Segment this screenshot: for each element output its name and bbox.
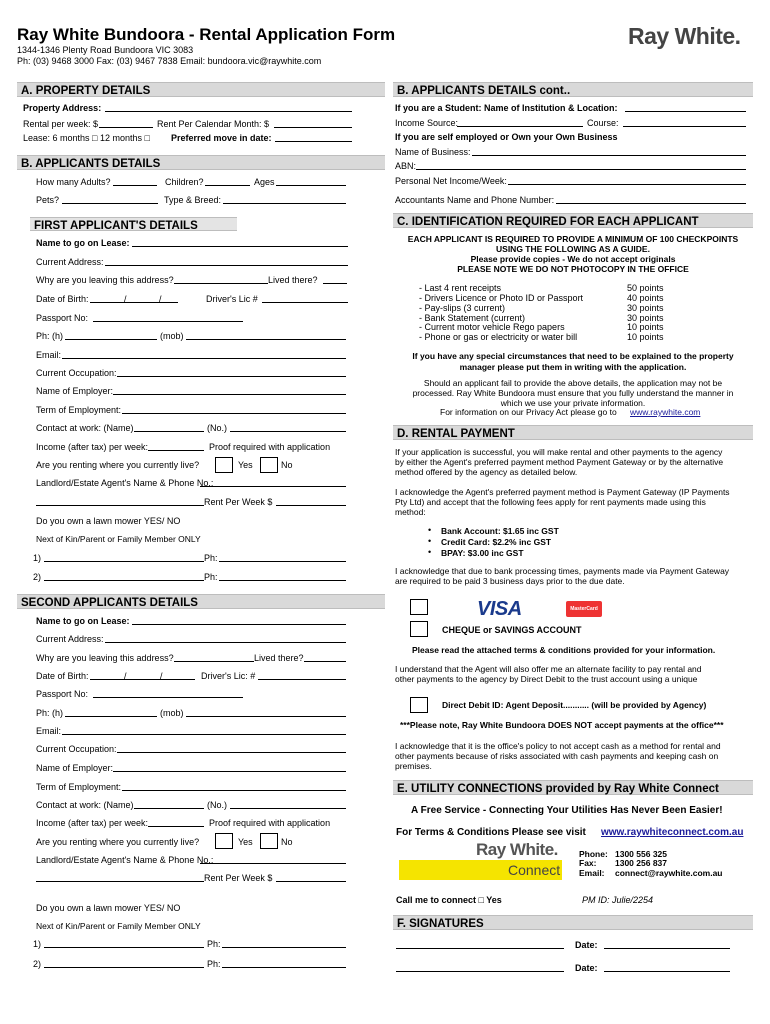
payment-p2-line-3: method: (395, 507, 426, 517)
id-item-label: - Bank Statement (current) (419, 313, 526, 323)
rent-month-input[interactable] (274, 127, 352, 128)
first-mob-label: (mob) (160, 331, 184, 341)
bullet-icon: • (428, 547, 432, 557)
section-c-header: C. IDENTIFICATION REQUIRED FOR EACH APPLICANT (393, 213, 753, 228)
move-in-label: Preferred move in date: (171, 133, 272, 143)
payment-p1-line-2: by either the Agent's preferred payment method Payment Gateway or by the alternative (395, 457, 724, 467)
second-lived-input[interactable] (304, 661, 346, 662)
second-kin1-name[interactable] (44, 947, 204, 948)
id-line-2: USING THE FOLLOWING AS A GUIDE. (496, 244, 650, 254)
office-address: 1344-1346 Plenty Road Bundoora VIC 3083 (17, 45, 194, 55)
cheque-checkbox[interactable] (410, 621, 428, 637)
second-kin2-phone[interactable] (222, 967, 346, 968)
second-proof-note: Proof required with application (209, 818, 331, 828)
id-item-label: - Drivers Licence or Photo ID or Passport (419, 293, 584, 303)
call-me-connect[interactable]: Call me to connect □ Yes (396, 895, 502, 905)
second-income-label: Income (after tax) per week: (36, 818, 149, 828)
second-why-label: Why are you leaving this address? (36, 653, 174, 663)
first-proof-note: Proof required with application (209, 442, 331, 452)
fee-item: Credit Card: $2.2% inc GST (441, 537, 552, 547)
connect-terms-link[interactable]: www.raywhiteconnect.com.au (601, 827, 744, 838)
first-renting-no-checkbox[interactable] (260, 457, 278, 473)
terms-note: Please read the attached terms & conditions provided for your information. (412, 645, 716, 655)
income-source-label: Income Source: (395, 118, 459, 128)
second-lived-label: Lived there? (254, 653, 304, 663)
first-income-label: Income (after tax) per week: (36, 442, 149, 452)
income-source-input[interactable] (457, 126, 583, 127)
payment-p2-line-2: Pty Ltd) and accept that the following fees apply for rent payments made using this (395, 497, 706, 507)
fee-item: Bank Account: $1.65 inc GST (441, 526, 559, 536)
first-email-input[interactable] (62, 358, 346, 359)
first-occupation-input[interactable] (117, 376, 346, 377)
signature-date-1[interactable] (604, 948, 730, 949)
connect-phone-label: Phone: (579, 849, 608, 859)
second-dob-input[interactable] (90, 679, 195, 680)
accountant-input[interactable] (556, 203, 746, 204)
first-lived-input[interactable] (323, 283, 347, 284)
first-kin1-num: 1) (33, 553, 42, 563)
office-contact: Ph: (03) 9468 3000 Fax: (03) 9467 7838 Email: bundoora.vic@raywhite.com (17, 56, 322, 66)
second-kin2-name[interactable] (44, 967, 204, 968)
second-renting-no-checkbox[interactable] (260, 833, 278, 849)
second-work-no-label: (No.) (207, 800, 227, 810)
first-landlord-input-2[interactable] (36, 505, 204, 506)
property-address-label: Property Address: (23, 103, 102, 113)
ages-label: Ages (254, 177, 275, 187)
breed-label: Type & Breed: (164, 195, 222, 205)
special-circumstances-2: manager please put them in writing with the application. (459, 362, 687, 372)
abn-input[interactable] (416, 169, 746, 170)
first-kin2-name[interactable] (44, 580, 204, 581)
id-item-label: - Current motor vehicle Rego papers (419, 322, 565, 332)
first-work-no-input[interactable] (230, 431, 346, 432)
second-occupation-input[interactable] (117, 752, 346, 753)
id-item-label: - Pay-slips (3 current) (419, 303, 506, 313)
second-ph-input[interactable] (65, 716, 157, 717)
second-occupation-label: Current Occupation: (36, 744, 117, 754)
first-occupation-label: Current Occupation: (36, 368, 117, 378)
children-input[interactable] (205, 185, 250, 186)
signature-date-label-2: Date: (575, 963, 598, 973)
second-employer-label: Name of Employer: (36, 763, 114, 773)
no-office-payments-note: ***Please note, Ray White Bundoora DOES NOT accept payments at the office*** (400, 720, 724, 730)
privacy-link[interactable]: www.raywhite.com (630, 407, 701, 417)
pm-id: PM ID: Julie/2254 (582, 895, 654, 905)
second-renting-label: Are you renting where you currently live? (36, 837, 200, 847)
accountant-label: Accountants Name and Phone Number: (395, 195, 555, 205)
second-renting-yes-checkbox[interactable] (215, 833, 233, 849)
payment-p1-line-1: If your application is successful, you will make rental and other payments to the agency (395, 447, 723, 457)
payment-p5-line-2: other payments because of risks associated with cash payments and keeping cash on (395, 751, 719, 761)
first-address-label: Current Address: (36, 257, 104, 267)
privacy-line-3: which we use your private information. (500, 398, 646, 408)
second-income-input[interactable] (148, 826, 204, 827)
first-name-label: Name to go on Lease: (36, 238, 130, 248)
first-kin1-ph-label: Ph: (204, 553, 218, 563)
first-employer-input[interactable] (113, 394, 346, 395)
ray-white-connect-logo: Ray White. (476, 840, 558, 859)
payment-p4-line-1: I understand that the Agent will also offer me an alternate facility to pay rental and (395, 664, 702, 674)
second-dob-label: Date of Birth: (36, 671, 89, 681)
connect-terms-label: For Terms & Conditions Please see visit (396, 827, 586, 838)
first-why-input[interactable] (174, 283, 268, 284)
second-term-input[interactable] (122, 790, 346, 791)
privacy-line-1: Should an applicant fail to provide the above details, the application may not be (423, 378, 723, 388)
cheque-label: CHEQUE or SAVINGS ACCOUNT (442, 625, 582, 635)
property-address-input[interactable] (105, 111, 352, 112)
bullet-icon: • (428, 525, 432, 535)
first-address-input[interactable] (105, 265, 348, 266)
first-rent-week-input[interactable] (276, 505, 346, 506)
privacy-line-4: For information on our Privacy Act please go to (440, 407, 617, 417)
second-lawn: Do you own a lawn mower YES/ NO (36, 903, 181, 913)
pets-input[interactable] (62, 203, 158, 204)
rent-week-input[interactable] (99, 127, 153, 128)
first-ph-label: Ph: (h) (36, 331, 64, 341)
section-b-cont-header: B. APPLICANTS DETAILS cont.. (393, 82, 753, 97)
payment-p5-line-1: I acknowledge that it is the office's policy to not accept cash as a method for rental and (395, 741, 721, 751)
second-work-name-input[interactable] (134, 808, 204, 809)
first-employer-label: Name of Employer: (36, 386, 114, 396)
second-renting-yes-label: Yes (238, 837, 253, 847)
adults-label: How many Adults? (36, 177, 111, 187)
second-name-label: Name to go on Lease: (36, 616, 130, 626)
second-email-input[interactable] (62, 734, 346, 735)
second-landlord-input[interactable] (200, 863, 346, 864)
first-dob-input[interactable] (90, 302, 178, 303)
second-applicant-header: SECOND APPLICANTS DETAILS (17, 594, 385, 609)
direct-debit-checkbox[interactable] (410, 697, 428, 713)
first-work-name-input[interactable] (134, 431, 204, 432)
first-landlord-label: Landlord/Estate Agent's Name & Phone No.: (36, 478, 214, 488)
first-landlord-input[interactable] (200, 486, 346, 487)
id-item-label: - Phone or gas or electricity or water bill (419, 332, 578, 342)
first-renting-no-label: No (281, 460, 293, 470)
mastercard-logo: MasterCard (566, 601, 602, 617)
second-lic-label: Driver's Lic: # (201, 671, 256, 681)
section-d-header: D. RENTAL PAYMENT (393, 425, 753, 440)
signature-line-1[interactable] (396, 948, 564, 949)
signature-date-2[interactable] (604, 971, 730, 972)
second-kin1-phone[interactable] (222, 947, 346, 948)
second-passport-input[interactable] (93, 697, 243, 698)
rent-week-label: Rental per week: $ (23, 119, 99, 129)
rent-month-label: Rent Per Calendar Month: $ (157, 119, 270, 129)
second-dob-slash-1: / (124, 671, 127, 681)
payment-p1-line-3: method offered by the agency as detailed below. (395, 467, 578, 477)
first-kin1-name[interactable] (44, 561, 204, 562)
first-lived-label: Lived there? (268, 275, 318, 285)
ray-white-logo: Ray White. (628, 23, 741, 49)
second-email-label: Email: (36, 726, 62, 736)
net-income-input[interactable] (508, 184, 746, 185)
second-kin1-num: 1) (33, 939, 42, 949)
course-label: Course: (587, 118, 619, 128)
second-mob-input[interactable] (186, 716, 346, 717)
first-kin2-ph-label: Ph: (204, 572, 218, 582)
first-ph-input[interactable] (65, 339, 157, 340)
first-dob-slash-1: / (124, 294, 127, 304)
signature-date-label-1: Date: (575, 940, 598, 950)
second-kin2-ph-label: Ph: (207, 959, 221, 969)
first-renting-label: Are you renting where you currently live? (36, 460, 200, 470)
section-a-header: A. PROPERTY DETAILS (17, 82, 385, 97)
first-rent-week-label: Rent Per Week $ (204, 497, 273, 507)
second-rent-week-input[interactable] (276, 881, 346, 882)
first-lawn: Do you own a lawn mower YES/ NO (36, 516, 181, 526)
children-label: Children? (165, 177, 204, 187)
business-name-label: Name of Business: (395, 147, 471, 157)
payment-p3-line-2: are required to be paid 3 business days prior to the due date. (395, 576, 625, 586)
section-e-header: E. UTILITY CONNECTIONS provided by Ray White Connect (393, 780, 753, 795)
fee-item: BPAY: $3.00 inc GST (441, 548, 524, 558)
second-landlord-input-2[interactable] (36, 881, 204, 882)
signature-line-2[interactable] (396, 971, 564, 972)
first-renting-yes-label: Yes (238, 460, 253, 470)
second-name-input[interactable] (132, 624, 346, 625)
second-kin2-num: 2) (33, 959, 42, 969)
id-line-3: Please provide copies - We do not accept originals (470, 254, 676, 264)
second-dob-slash-2: / (160, 671, 163, 681)
first-term-input[interactable] (122, 413, 346, 414)
second-rent-week-label: Rent Per Week $ (204, 873, 273, 883)
first-email-label: Email: (36, 350, 62, 360)
abn-label: ABN: (395, 161, 417, 171)
second-work-no-input[interactable] (230, 808, 346, 809)
page-title: Ray White Bundoora - Rental Application Form (17, 25, 396, 44)
second-why-input[interactable] (174, 661, 254, 662)
bullet-icon: • (428, 536, 432, 546)
id-line-4: PLEASE NOTE WE DO NOT PHOTOCOPY IN THE OFFICE (457, 264, 689, 274)
first-work-name-label: Contact at work: (Name) (36, 423, 134, 433)
visa-logo: VISA (477, 598, 522, 620)
first-kin-label: Next of Kin/Parent or Family Member ONLY (36, 534, 201, 544)
first-dob-label: Date of Birth: (36, 294, 89, 304)
connect-logo-text: Connect (508, 862, 561, 878)
direct-debit-label: Direct Debit ID: Agent Deposit........... (will be provided by Agency) (442, 700, 707, 710)
first-name-input[interactable] (132, 246, 348, 247)
first-renting-yes-checkbox[interactable] (215, 457, 233, 473)
first-lic-label: Driver's Lic # (206, 294, 258, 304)
first-kin2-num: 2) (33, 572, 42, 582)
second-renting-no-label: No (281, 837, 293, 847)
second-employer-input[interactable] (113, 771, 346, 772)
first-why-label: Why are you leaving this address? (36, 275, 174, 285)
student-label: If you are a Student: Name of Institution & Location: (395, 103, 618, 113)
second-ph-label: Ph: (h) (36, 708, 64, 718)
first-applicant-header: FIRST APPLICANT'S DETAILS (30, 217, 237, 231)
connect-fax: 1300 256 837 (615, 858, 667, 868)
payment-p5-line-3: premises. (395, 761, 432, 771)
id-item-points: 30 points (627, 313, 664, 323)
business-name-input[interactable] (472, 155, 746, 156)
payment-p4-line-2: other payments to the agency by Direct Debit to the trust account using a unique (395, 674, 698, 684)
breed-input[interactable] (223, 203, 346, 204)
second-term-label: Term of Employment: (36, 782, 122, 792)
self-employed-label: If you are self employed or Own your Own Business (395, 132, 618, 142)
connect-email: connect@raywhite.com.au (615, 868, 723, 878)
section-f-header: F. SIGNATURES (393, 915, 753, 930)
second-landlord-label: Landlord/Estate Agent's Name & Phone No.: (36, 855, 214, 865)
first-dob-slash-2: / (159, 294, 162, 304)
second-work-name-label: Contact at work: (Name) (36, 800, 134, 810)
lease-options[interactable]: Lease: 6 months □ 12 months □ (23, 133, 150, 143)
ages-input[interactable] (276, 185, 346, 186)
id-item-points: 40 points (627, 293, 664, 303)
first-passport-input[interactable] (93, 321, 243, 322)
second-kin-label: Next of Kin/Parent or Family Member ONLY (36, 921, 201, 931)
id-item-points: 10 points (627, 322, 664, 332)
free-service-heading: A Free Service - Connecting Your Utilities Has Never Been Easier! (411, 805, 723, 816)
second-kin1-ph-label: Ph: (207, 939, 221, 949)
second-address-input[interactable] (105, 642, 346, 643)
first-kin2-phone[interactable] (219, 580, 346, 581)
privacy-line-2: processed. Ray White Bundoora must ensure that you fully understand the manner in (412, 388, 734, 398)
id-item-label: - Last 4 rent receipts (419, 283, 502, 293)
special-circumstances-1: If you have any special circumstances that need to be explained to the property (412, 351, 734, 361)
id-item-points: 10 points (627, 332, 664, 342)
second-lic-input[interactable] (258, 679, 346, 680)
id-item-points: 30 points (627, 303, 664, 313)
move-in-input[interactable] (275, 141, 352, 142)
first-lic-input[interactable] (262, 302, 348, 303)
student-input[interactable] (625, 111, 746, 112)
second-passport-label: Passport No: (36, 689, 89, 699)
first-term-label: Term of Employment: (36, 405, 122, 415)
id-line-1: EACH APPLICANT IS REQUIRED TO PROVIDE A MINIMUM OF 100 CHECKPOINTS (407, 234, 739, 244)
pets-label: Pets? (36, 195, 60, 205)
second-mob-label: (mob) (160, 708, 184, 718)
card-checkbox[interactable] (410, 599, 428, 615)
payment-p2-line-1: I acknowledge the Agent's preferred payment method is Payment Gateway (IP Payments (395, 487, 730, 497)
connect-fax-label: Fax: (579, 858, 597, 868)
payment-p3-line-1: I acknowledge that due to bank processing times, payments made via Payment Gateway (395, 566, 730, 576)
course-input[interactable] (623, 126, 746, 127)
first-work-no-label: (No.) (207, 423, 227, 433)
adults-input[interactable] (113, 185, 157, 186)
first-passport-label: Passport No: (36, 313, 89, 323)
second-address-label: Current Address: (36, 634, 104, 644)
section-b-header: B. APPLICANTS DETAILS (17, 155, 385, 170)
first-kin1-phone[interactable] (219, 561, 346, 562)
connect-phone: 1300 556 325 (615, 849, 667, 859)
first-mob-input[interactable] (186, 339, 346, 340)
id-item-points: 50 points (627, 283, 664, 293)
first-income-input[interactable] (148, 450, 204, 451)
net-income-label: Personal Net Income/Week: (395, 176, 507, 186)
connect-email-label: Email: (579, 868, 605, 878)
